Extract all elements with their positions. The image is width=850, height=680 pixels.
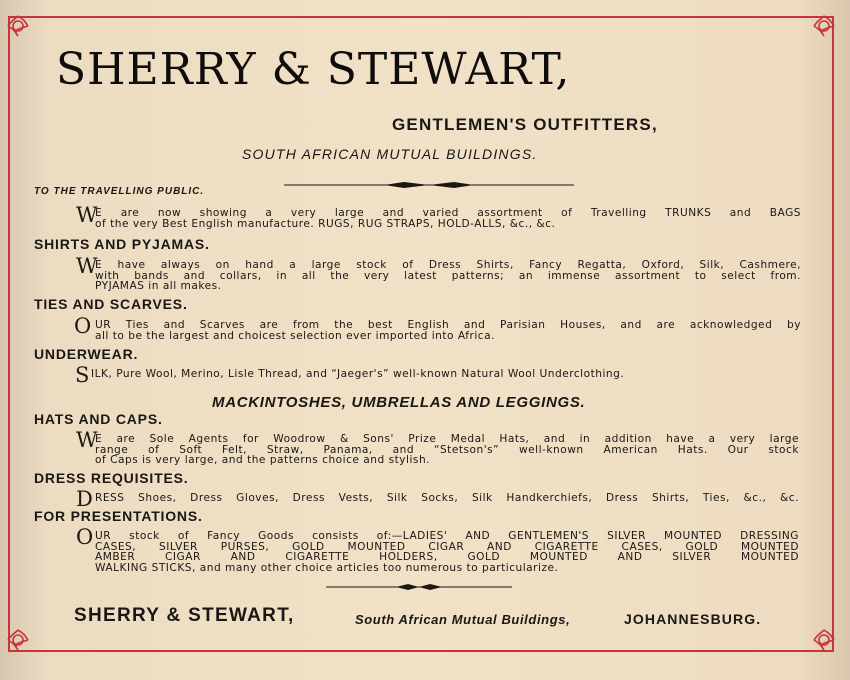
- footer-company-name: SHERRY & STEWART,: [74, 605, 295, 626]
- section-heading-underwear: UNDERWEAR.: [34, 346, 139, 362]
- paragraph-line: with bands and collars, in all the very latest patterns; an immense assortment to select from.: [95, 269, 801, 282]
- paragraph-line: RESS Shoes, Dress Gloves, Dress Vests, Silk Socks, Silk Handkerchiefs, Dress Shirts, Ties, &c., &c.: [95, 492, 799, 504]
- corner-ornament-icon: [6, 628, 30, 652]
- paragraph-line: all to be the largest and choicest selection ever imported into Africa.: [95, 329, 495, 342]
- drop-cap: W: [76, 203, 98, 227]
- drop-cap: W: [76, 428, 98, 452]
- intro-heading: TO THE TRAVELLING PUBLIC.: [34, 186, 205, 197]
- paragraph-line: UR Ties and Scarves are from the best English and Parisian Houses, and are acknowledged by: [95, 319, 801, 331]
- footer-address: South African Mutual Buildings,: [355, 612, 571, 627]
- ornamental-rule-icon: [284, 181, 574, 189]
- drop-cap: D: [76, 487, 93, 511]
- section-heading-presentations: FOR PRESENTATIONS.: [34, 508, 203, 524]
- shirts-paragraph: [95, 260, 801, 292]
- paragraph-line: WALKING STICKS, and many other choice articles too numerous to particularize.: [95, 561, 559, 574]
- travelling-paragraph: [95, 208, 801, 229]
- paragraph-line: E are now showing a very large and varied assortment of Travelling TRUNKS and BAGS: [95, 207, 801, 219]
- corner-ornament-icon: [812, 628, 836, 652]
- corner-ornament-icon: [6, 14, 30, 38]
- page-subtitle: GENTLEMEN'S OUTFITTERS,: [392, 115, 658, 134]
- section-heading-dress: DRESS REQUISITES.: [34, 470, 189, 486]
- section-banner-mackintoshes: MACKINTOSHES, UMBRELLAS AND LEGGINGS.: [212, 394, 586, 411]
- page-title: SHERRY & STEWART,: [56, 44, 571, 95]
- section-heading-hats: HATS AND CAPS.: [34, 411, 163, 427]
- footer-city: JOHANNESBURG.: [624, 611, 762, 627]
- drop-cap: W: [76, 254, 98, 278]
- underwear-paragraph: [91, 369, 781, 380]
- hats-paragraph: [95, 434, 799, 466]
- section-heading-ties: TIES AND SCARVES.: [34, 296, 188, 312]
- paragraph-line: E have always on hand a large stock of Dress Shirts, Fancy Regatta, Oxford, Silk, Cashmere,: [95, 259, 801, 271]
- paragraph-line: ILK, Pure Wool, Merino, Lisle Thread, and “Jaeger's” well-known Natural Wool Underclothing.: [91, 368, 625, 380]
- presentations-paragraph: [95, 531, 799, 573]
- paragraph-line: PYJAMAS in all makes.: [95, 280, 222, 292]
- drop-cap: O: [76, 525, 94, 549]
- paragraph-line: AMBER CIGAR AND CIGARETTE HOLDERS, GOLD MOUNTED AND SILVER MOUNTED: [95, 551, 799, 563]
- ties-paragraph: [95, 320, 801, 341]
- corner-ornament-icon: [812, 14, 836, 38]
- ornamental-rule-icon: [326, 583, 512, 591]
- paragraph-line: CASES, SILVER PURSES, GOLD MOUNTED CIGAR AND CIGARETTE CASES, GOLD MOUNTED: [95, 540, 799, 553]
- paragraph-line: range of Soft Felt, Straw, Panama, and “Stetson's” well-known American Hats. Our stock: [95, 443, 799, 456]
- paragraph-line: UR stock of Fancy Goods consists of:—LADIES' AND GENTLEMEN'S SILVER MOUNTED DRESSING: [95, 530, 799, 542]
- dress-paragraph: [95, 493, 799, 504]
- drop-cap: O: [74, 314, 92, 338]
- header-address: SOUTH AFRICAN MUTUAL BUILDINGS.: [242, 146, 538, 162]
- section-heading-shirts: SHIRTS AND PYJAMAS.: [34, 236, 210, 252]
- drop-cap: S: [75, 363, 90, 387]
- paragraph-line: of the very Best English manufacture. RUGS, RUG STRAPS, HOLD-ALLS, &c., &c.: [95, 217, 556, 230]
- paragraph-line: E are Sole Agents for Woodrow & Sons' Prize Medal Hats, and in addition have a very large: [95, 433, 799, 445]
- paragraph-line: of Caps is very large, and the patterns choice and stylish.: [95, 454, 431, 466]
